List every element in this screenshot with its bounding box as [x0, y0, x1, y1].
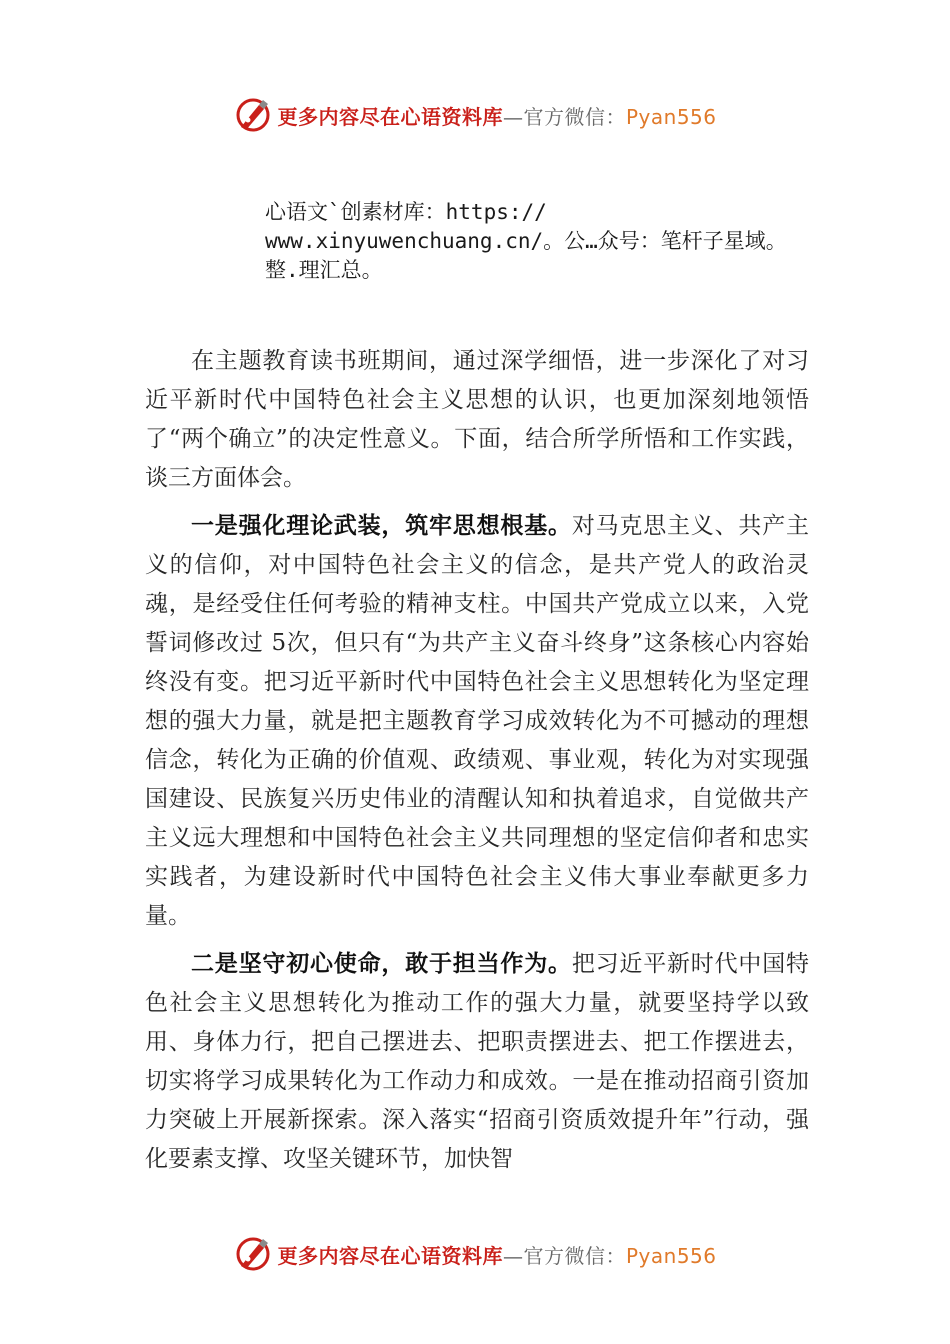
source-note	[265, 198, 865, 285]
wechat-id: Pyan556	[625, 1243, 717, 1268]
pen-logo-icon	[233, 1234, 273, 1274]
section-one-text: 对马克思主义、共产主义的信仰，对中国特色社会主义的信念，是共产党人的政治灵魂，是经受住任何考验的精神支柱。中国共产党成立以来，入党誓词修改过 5次，但只有“为共产主义奋斗终身”这条核心内容始终没有变。把习近平新时代中国特色社会主义思想转化为坚定理想的强大力量，就是把主题教育学习成效转化为不可撼动的理想信念，转化为正确的价值观、政绩观、事业观，转化为对实现强国建设、民族复兴历史伟业的清醒认知和执着追求，自觉做共产主义远大理想和中国特色社会主义共同理想的坚定信仰者和忠实实践者，为建设新时代中国特色社会主义伟大事业奉献更多力量。	[145, 513, 810, 929]
document-body	[145, 342, 809, 1188]
pen-logo-icon	[233, 95, 273, 135]
section-one-heading: 一是强化理论武装，筑牢思想根基。	[191, 513, 572, 539]
section-one-paragraph	[145, 507, 809, 936]
wechat-id: Pyan556	[625, 104, 717, 129]
intro-paragraph: 在主题教育读书班期间，通过深学细悟，进一步深化了对习近平新时代中国特色社会主义思想的认识，也更加深刻地领悟了“两个确立”的决定性意义。下面，结合所学所悟和工作实践，谈三方面体会。	[145, 348, 809, 491]
source-note-line: 心语文`创素材库：https://	[265, 200, 547, 224]
section-two-heading: 二是坚守初心使命，敢于担当作为。	[191, 951, 572, 977]
section-two-text: 把习近平新时代中国特色社会主义思想转化为推动工作的强大力量，就要坚持学以致用、身体力行，把自己摆进去、把职责摆进去、把工作摆进去，切实将学习成果转化为工作动力和成效。一是在推动招商引资加力突破上开展新探索。深入落实“招商引资质效提升年”行动，强化要素支撑、攻坚关键环节，加快智	[145, 951, 810, 1172]
section-two-paragraph	[145, 945, 809, 1179]
banner-text: 更多内容尽在心语资料库—官方微信：Pyan556	[277, 104, 717, 129]
source-note-line: www.xinyuwenchuang.cn/。公…众号：笔杆子星域。	[265, 229, 787, 253]
banner-text: 更多内容尽在心语资料库—官方微信：Pyan556	[277, 1243, 717, 1268]
header-banner	[0, 93, 950, 137]
source-note-line: 整.理汇总。	[265, 258, 383, 282]
footer-banner	[0, 1232, 950, 1276]
